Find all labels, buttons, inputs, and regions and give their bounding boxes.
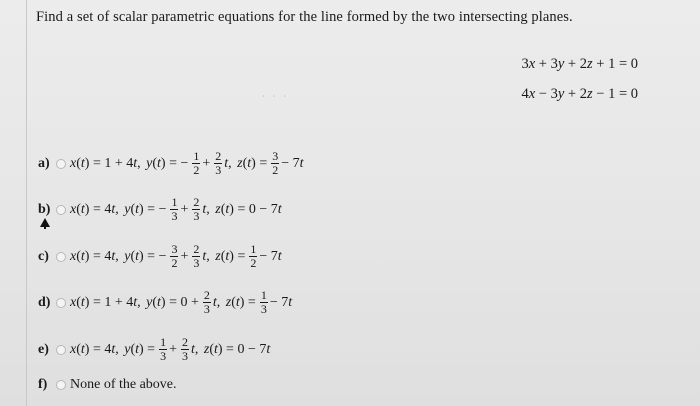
fraction — [214, 150, 222, 177]
fraction — [192, 150, 200, 177]
option-d[interactable] — [38, 289, 294, 316]
denominator: 3 — [181, 349, 188, 363]
y-equation-suffix: t, — [212, 294, 221, 310]
fraction — [181, 336, 189, 363]
denominator: 3 — [160, 349, 167, 363]
z-equation-suffix: − 7t — [281, 155, 304, 171]
radio-button-c[interactable] — [56, 252, 66, 262]
option-letter: a) — [38, 155, 50, 171]
option-e[interactable] — [38, 336, 272, 363]
fraction — [203, 289, 211, 316]
option-c-equations — [70, 243, 284, 270]
y-equation-suffix: t, — [202, 248, 210, 264]
option-letter: e) — [38, 341, 49, 357]
numerator: 2 — [181, 335, 188, 349]
plus-sign: + — [180, 201, 189, 217]
numerator: 2 — [193, 195, 200, 209]
z-equation-suffix: − 7t — [269, 294, 293, 310]
y-equation-suffix: t, — [224, 155, 232, 171]
option-a-equations — [70, 150, 306, 177]
z-equation-prefix: z(t) = — [225, 294, 256, 310]
plus-sign: + — [202, 155, 211, 171]
option-a[interactable] — [38, 150, 306, 177]
fraction — [192, 243, 200, 270]
radio-button-a[interactable] — [56, 159, 66, 169]
radio-button-d[interactable] — [56, 298, 66, 308]
numerator: 1 — [250, 242, 257, 256]
x-equation: x(t) = 4t, — [70, 201, 119, 217]
z-equation-suffix: − 7t — [259, 248, 282, 264]
plane-equation-2: 4x − 3y + 2z − 1 = 0 — [521, 86, 638, 102]
radio-button-f[interactable] — [56, 380, 66, 390]
x-equation: x(t) = 4t, — [70, 248, 119, 264]
question-text: Find a set of scalar parametric equations for the line formed by the two intersecting planes. — [36, 9, 573, 25]
plus-sign: + — [169, 341, 177, 357]
y-equation-prefix: y(t) = — [124, 341, 156, 357]
z-equation-prefix: z(t) = — [215, 248, 246, 264]
x-equation: x(t) = 1 + 4t, — [70, 294, 141, 310]
y-equation-suffix: t, — [190, 341, 199, 357]
denominator: 2 — [171, 256, 178, 270]
numerator: 1 — [260, 288, 267, 302]
fraction — [159, 336, 167, 363]
fraction — [271, 150, 279, 177]
fraction — [249, 243, 257, 270]
y-equation-prefix: y(t) = − — [124, 248, 167, 264]
numerator: 3 — [272, 149, 279, 163]
denominator: 3 — [215, 163, 222, 177]
denominator: 2 — [272, 163, 279, 177]
mouse-cursor-tail — [44, 225, 46, 229]
z-equation: z(t) = 0 − 7t — [215, 201, 282, 217]
numerator: 3 — [171, 242, 178, 256]
numerator: 2 — [215, 149, 222, 163]
option-b[interactable] — [38, 196, 284, 223]
y-equation-suffix: t, — [202, 201, 210, 217]
faint-dots: · · · — [262, 92, 289, 101]
option-letter: d) — [38, 294, 51, 310]
option-b-equations — [70, 196, 284, 223]
denominator: 2 — [250, 256, 257, 270]
radio-button-e[interactable] — [56, 345, 66, 355]
option-letter: f) — [38, 377, 48, 392]
numerator: 1 — [171, 195, 178, 209]
y-equation-prefix: y(t) = − — [124, 201, 167, 217]
denominator: 3 — [193, 256, 200, 270]
denominator: 3 — [260, 302, 267, 316]
option-letter: b) — [38, 201, 51, 217]
fraction — [192, 196, 200, 223]
numerator: 1 — [160, 335, 167, 349]
x-equation: x(t) = 1 + 4t, — [70, 155, 141, 171]
denominator: 3 — [203, 302, 210, 316]
numerator: 2 — [193, 242, 200, 256]
z-equation: z(t) = 0 − 7t — [203, 341, 271, 357]
denominator: 3 — [171, 209, 178, 223]
numerator: 2 — [203, 288, 210, 302]
y-equation-prefix: y(t) = − — [146, 155, 189, 171]
plane-equation-1: 3x + 3y + 2z + 1 = 0 — [521, 56, 638, 72]
denominator: 3 — [193, 209, 200, 223]
fraction — [260, 289, 268, 316]
radio-button-b[interactable] — [56, 205, 66, 215]
denominator: 2 — [193, 163, 200, 177]
fraction — [170, 243, 178, 270]
option-f-text: None of the above. — [70, 377, 177, 392]
option-letter: c) — [38, 248, 49, 264]
option-e-equations — [70, 336, 272, 363]
option-d-equations — [70, 289, 294, 316]
plus-sign: + — [180, 248, 189, 264]
y-equation-prefix: y(t) = 0 + — [146, 294, 199, 310]
option-c[interactable] — [38, 243, 284, 270]
x-equation: x(t) = 4t, — [70, 341, 119, 357]
numerator: 1 — [193, 149, 200, 163]
z-equation-prefix: z(t) = — [237, 155, 268, 171]
fraction — [170, 196, 178, 223]
option-f[interactable] — [38, 377, 177, 393]
